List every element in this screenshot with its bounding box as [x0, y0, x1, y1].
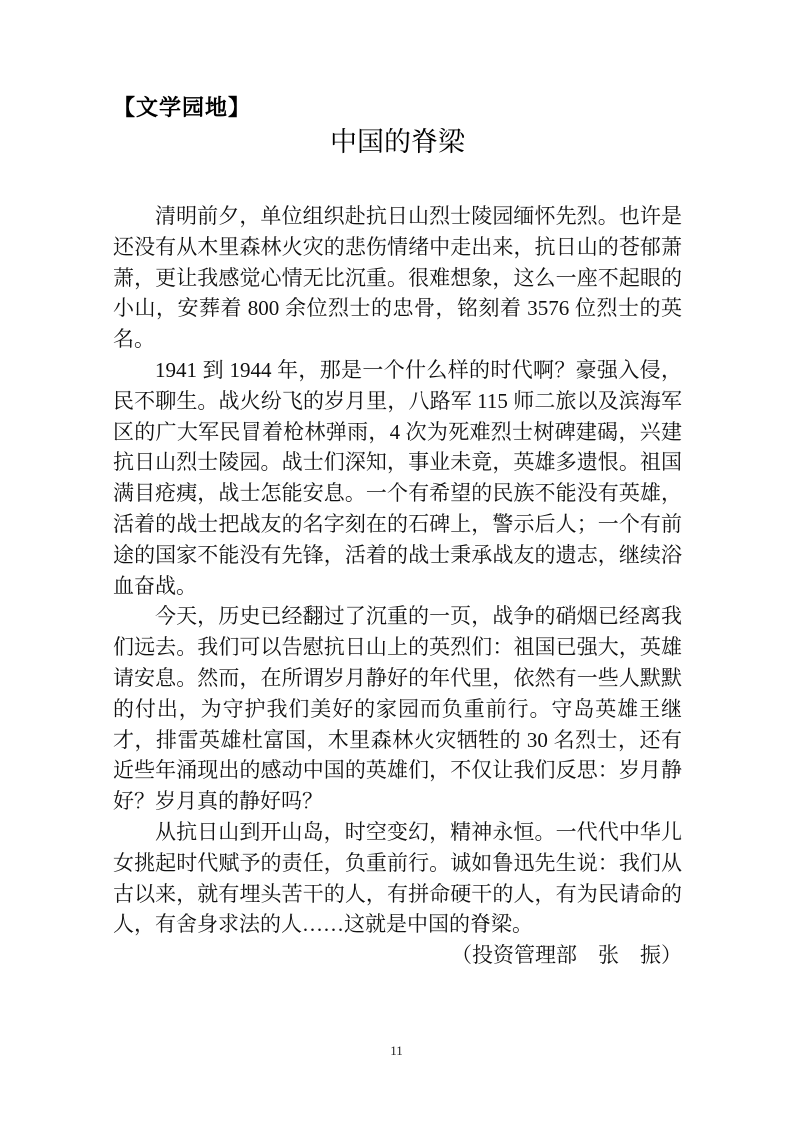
section-header: 【文学园地】	[113, 95, 252, 120]
article-title: 中国的脊梁	[330, 127, 465, 157]
author-attribution: （投资管理部 张 振）	[451, 943, 682, 968]
paragraph-4: 从抗日山到开山岛，时空变幻，精神永恒。一代代中华儿女挑起时代赋予的责任，负重前行。诚如鲁迅先生说：我们从古以来，就有埋头苦干的人，有拼命硬干的人，有为民请命的人，有舍身求法的人……这就是中国的脊梁。	[113, 819, 682, 937]
paragraph-2: 1941 到 1944 年，那是一个什么样的时代啊？豪强入侵，民不聊生。战火纷飞的岁月里，八路军 115 师二旅以及滨海军区的广大军民冒着枪林弹雨，4 次为死难烈士树碑建碣，兴建抗日山烈士陵园。战士们深知，事业未竟，英雄多遗恨。祖国满目疮痍，战士怎能安息。一个有希望的民族不能没有英雄，活着的战士把战友的名字刻在的石碑上，警示后人；一个有前途的国家不能没有先锋，活着的战士秉承战友的遗志，继续浴血奋战。	[113, 357, 682, 598]
page-number: 11	[390, 1043, 403, 1058]
paragraph-1: 清明前夕，单位组织赴抗日山烈士陵园缅怀先烈。也许是还没有从木里森林火灾的悲伤情绪中走出来，抗日山的苍郁萧萧，更让我感觉心情无比沉重。很难想象，这么一座不起眼的小山，安葬着 800 余位烈士的忠骨，铭刻着 3576 位烈士的英名。	[113, 204, 682, 352]
paragraph-3: 今天，历史已经翻过了沉重的一页，战争的硝烟已经离我们远去。我们可以告慰抗日山上的英烈们：祖国已强大，英雄请安息。然而，在所谓岁月静好的年代里，依然有一些人默默的付出，为守护我们美好的家园而负重前行。守岛英雄王继才，排雷英雄杜富国，木里森林火灾牺牲的 30 名烈士，还有近些年涌现出的感动中国的英雄们，不仅让我们反思：岁月静好？岁月真的静好吗？	[113, 604, 682, 814]
article-body	[113, 201, 682, 971]
